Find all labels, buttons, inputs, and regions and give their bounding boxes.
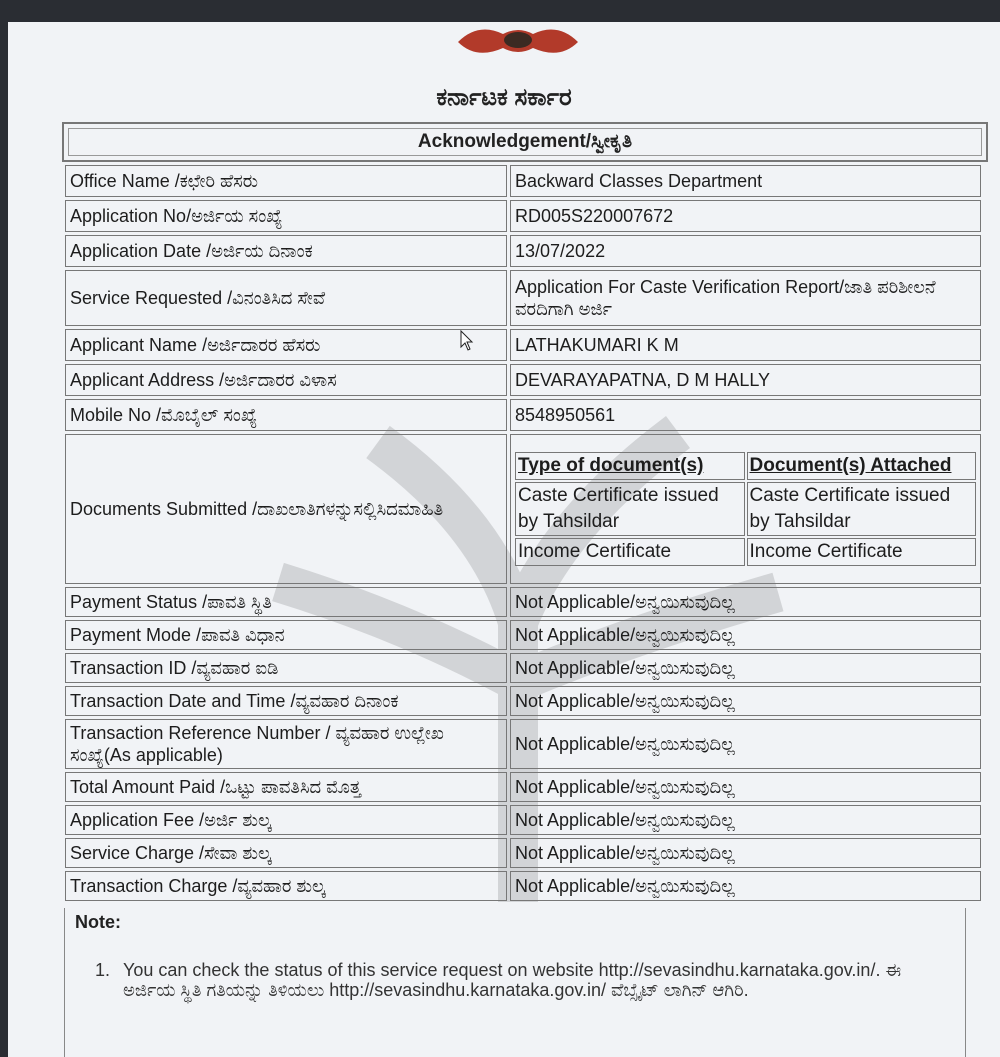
- table-row: [65, 329, 981, 361]
- document-type-cell: Caste Certificate issued by Tahsildar: [515, 482, 745, 536]
- service-charge-value: Not Applicable/ಅನ್ವಯಿಸುವುದಿಲ್ಲ: [510, 838, 981, 868]
- table-row: [65, 686, 981, 716]
- table-row: [65, 620, 981, 650]
- applicant-name-value: LATHAKUMARI K M: [510, 329, 981, 361]
- documents-header-type: Type of document(s): [515, 452, 745, 480]
- applicant-address-value: DEVARAYAPATNA, D M HALLY: [510, 364, 981, 396]
- total-amount-paid-value: Not Applicable/ಅನ್ವಯಿಸುವುದಿಲ್ಲ: [510, 772, 981, 802]
- table-row: [65, 200, 981, 232]
- documents-header-attached: Document(s) Attached: [747, 452, 977, 480]
- application-date-label: Application Date /ಅರ್ಜಿಯ ದಿನಾಂಕ: [65, 235, 507, 267]
- transaction-date-time-value: Not Applicable/ಅನ್ವಯಿಸುವುದಿಲ್ಲ: [510, 686, 981, 716]
- table-row: [65, 838, 981, 868]
- service-charge-label: Service Charge /ಸೇವಾ ಶುಲ್ಕ: [65, 838, 507, 868]
- transaction-charge-value: Not Applicable/ಅನ್ವಯಿಸುವುದಿಲ್ಲ: [510, 871, 981, 901]
- applicant-address-label: Applicant Address /ಅರ್ಜಿದಾರರ ವಿಳಾಸ: [65, 364, 507, 396]
- application-fee-value: Not Applicable/ಅನ್ವಯಿಸುವುದಿಲ್ಲ: [510, 805, 981, 835]
- payment-status-label: Payment Status /ಪಾವತಿ ಸ್ಥಿತಿ: [65, 587, 507, 617]
- transaction-id-value: Not Applicable/ಅನ್ವಯಿಸುವುದಿಲ್ಲ: [510, 653, 981, 683]
- total-amount-paid-label: Total Amount Paid /ಒಟ್ಟು ಪಾವತಿಸಿದ ಮೊತ್ತ: [65, 772, 507, 802]
- office-name-value: Backward Classes Department: [510, 165, 981, 197]
- table-row: [65, 165, 981, 197]
- acknowledgement-document: [8, 22, 1000, 1057]
- karnataka-emblem-icon: [448, 22, 588, 62]
- application-fee-label: Application Fee /ಅರ್ಜಿ ಶುಲ್ಕ: [65, 805, 507, 835]
- acknowledgement-title: Acknowledgement/ಸ್ವೀಕೃತಿ: [417, 131, 633, 152]
- office-name-label: Office Name /ಕಛೇರಿ ಹೆಸರು: [65, 165, 507, 197]
- note-title: Note:: [75, 912, 121, 932]
- service-requested-label: Service Requested /ವಿನಂತಿಸಿದ ಸೇವೆ: [65, 270, 507, 326]
- mobile-no-label: Mobile No /ಮೊಬೈಲ್ ಸಂಖ್ಯೆ: [65, 399, 507, 431]
- document-attached-cell: Income Certificate: [747, 538, 977, 566]
- table-row: [65, 772, 981, 802]
- application-no-value: RD005S220007672: [510, 200, 981, 232]
- transaction-id-label: Transaction ID /ವ್ಯವಹಾರ ಐಡಿ: [65, 653, 507, 683]
- table-row: [65, 434, 981, 584]
- table-row: [65, 871, 981, 901]
- note-section: [64, 908, 966, 1057]
- table-row: [65, 235, 981, 267]
- documents-submitted-label: Documents Submitted /ದಾಖಲಾತಿಗಳನ್ನುಸಲ್ಲಿಸಿದಮಾಹಿತಿ: [65, 434, 507, 584]
- documents-cell: [510, 434, 981, 584]
- document-type-cell: Income Certificate: [515, 538, 745, 566]
- documents-row: [515, 482, 976, 536]
- table-row: [65, 364, 981, 396]
- payment-mode-label: Payment Mode /ಪಾವತಿ ವಿಧಾನ: [65, 620, 507, 650]
- mobile-no-value: 8548950561: [510, 399, 981, 431]
- transaction-charge-label: Transaction Charge /ವ್ಯವಹಾರ ಶುಲ್ಕ: [65, 871, 507, 901]
- transaction-reference-number-label: Transaction Reference Number / ವ್ಯವಹಾರ ಉಲ್ಲೇಖ ಸಂಖ್ಯೆ(As applicable): [65, 719, 507, 769]
- acknowledgement-title-bar: [62, 122, 988, 162]
- applicant-name-label: Applicant Name /ಅರ್ಜಿದಾರರ ಹೆಸರು: [65, 329, 507, 361]
- details-table: [62, 162, 984, 904]
- transaction-reference-number-value: Not Applicable/ಅನ್ವಯಿಸುವುದಿಲ್ಲ: [510, 719, 981, 769]
- table-row: [65, 399, 981, 431]
- table-row: [65, 270, 981, 326]
- payment-status-value: Not Applicable/ಅನ್ವಯಿಸುವುದಿಲ್ಲ: [510, 587, 981, 617]
- documents-table: [513, 450, 978, 568]
- payment-mode-value: Not Applicable/ಅನ್ವಯಿಸುವುದಿಲ್ಲ: [510, 620, 981, 650]
- note-item-text: You can check the status of this service request on website http://sevasindhu.karnataka.gov.in/. ಈ ಅರ್ಜಿಯ ಸ್ಥಿತಿ ಗತಿಯನ್ನು ತಿಳಿಯಲು http://sevasindhu.karnataka.gov.in/ ವೆಬ್ಸೈಟ್ ಲಾಗಿನ್ ಆಗಿರಿ.: [123, 960, 902, 1000]
- documents-header-row: [515, 452, 976, 480]
- application-date-value: 13/07/2022: [510, 235, 981, 267]
- table-row: [65, 719, 981, 769]
- transaction-date-time-label: Transaction Date and Time /ವ್ಯವಹಾರ ದಿನಾಂಕ: [65, 686, 507, 716]
- note-item-number: 1.: [95, 960, 111, 980]
- table-row: [65, 653, 981, 683]
- government-title: ಕರ್ನಾಟಕ ಸರ್ಕಾರ: [436, 84, 572, 111]
- table-row: [65, 587, 981, 617]
- documents-row: [515, 538, 976, 566]
- application-no-label: Application No/ಅರ್ಜಿಯ ಸಂಖ್ಯೆ: [65, 200, 507, 232]
- document-attached-cell: Caste Certificate issued by Tahsildar: [747, 482, 977, 536]
- mouse-cursor-icon: [460, 330, 474, 352]
- service-requested-value: Application For Caste Verification Report/ಜಾತಿ ಪರಿಶೀಲನೆ ವರದಿಗಾಗಿ ಅರ್ಜಿ: [510, 270, 981, 326]
- table-row: [65, 805, 981, 835]
